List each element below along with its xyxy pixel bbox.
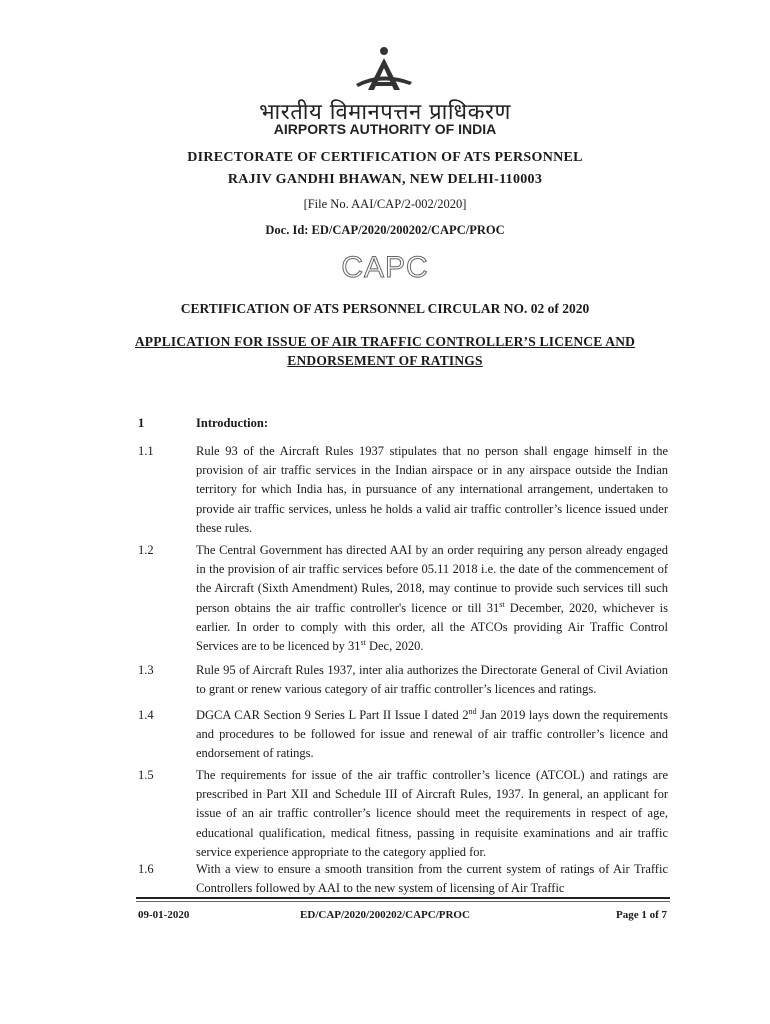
section-heading: Introduction: xyxy=(196,416,269,430)
paragraph-number: 1.4 xyxy=(138,708,154,722)
capc-mark: CAPC xyxy=(341,251,429,284)
file-number: [File No. AAI/CAP/2-002/2020] xyxy=(303,197,467,211)
footer-divider xyxy=(136,897,670,899)
footer-page-number: Page 1 of 7 xyxy=(615,909,667,921)
paragraph-text: The Central Government has directed AAI by an order requiring any person already engaged in the provision of air traffic services before 05.11 2018 i.e. the date of the commencement of the Aircraft (Sixth Amendment) Rules, 2018, may continue to provide such services till such person obtains the air traffic controller's licence or till 31st December, 2020, whichever is earlier. In order to comply with this order, all the ATCOs providing Air Traffic Control Services are to be licenced by 31st Dec, 2020. xyxy=(196,543,669,654)
org-name-english: AIRPORTS AUTHORITY OF INDIA xyxy=(273,121,497,137)
aai-logo-icon xyxy=(348,44,416,100)
document-id: Doc. Id: ED/CAP/2020/200202/CAPC/PROC xyxy=(265,223,505,237)
footer-doc-reference: ED/CAP/2020/200202/CAPC/PROC xyxy=(300,909,470,921)
paragraph-text: The requirements for issue of the air traffic controller’s licence (ATCOL) and ratings are prescribed in Part XII and Schedule III of Aircraft Rules, 1937. In general, an applicant for issue of an air traffic controller’s licence should meet the requirements in respect of age, educational qualification, medical fitness, passing in requisite examinations and air traffic service experience appropriate to the category applied for. xyxy=(196,768,668,859)
footer-date: 09-01-2020 xyxy=(138,909,190,921)
paragraph-number: 1.6 xyxy=(138,862,154,876)
footer-divider xyxy=(136,901,670,902)
paragraph-text: Rule 93 of the Aircraft Rules 1937 stipulates that no person shall engage himself in the provision of air traffic services in the Indian airspace or in any airspace outside the Indian territory for which India has, in pursuance of any international arrangement, undertaken to provide air traffic services, unless he holds a valid air traffic controller’s licence issued under these rules. xyxy=(196,444,668,535)
application-title xyxy=(100,332,670,370)
paragraph-number: 1.1 xyxy=(138,444,154,458)
paragraph-number: 1.2 xyxy=(138,543,154,557)
circular-title: CERTIFICATION OF ATS PERSONNEL CIRCULAR NO. 02 of 2020 xyxy=(180,301,590,316)
directorate-address: RAJIV GANDHI BHAWAN, NEW DELHI-110003 xyxy=(227,172,543,187)
paragraph-text: DGCA CAR Section 9 Series L Part II Issue I dated 2nd Jan 2019 lays down the requirements and procedures to be followed for issue and renewal of air traffic controller’s licence and endorsement of ratings. xyxy=(196,706,668,761)
directorate-name: DIRECTORATE OF CERTIFICATION OF ATS PERSONNEL xyxy=(187,150,583,165)
application-title-line1: APPLICATION FOR ISSUE OF AIR TRAFFIC CONTROLLER’S LICENCE AND xyxy=(134,334,636,349)
section-number: 1 xyxy=(138,416,145,430)
application-title-line2: ENDORSEMENT OF RATINGS xyxy=(287,353,483,368)
paragraph-text: Rule 95 of Aircraft Rules 1937, inter alia authorizes the Directorate General of Civil Aviation to grant or renew various category of air traffic controller’s licences and ratings. xyxy=(196,663,668,697)
paragraph-text: With a view to ensure a smooth transition from the current system of ratings of Air Traffic Controllers followed by AAI to the new system of licensing of Air Traffic xyxy=(196,862,668,896)
paragraph-number: 1.5 xyxy=(138,768,154,782)
org-name-hindi: भारतीय विमानपत्तन प्राधिकरण xyxy=(259,100,511,125)
paragraph-number: 1.3 xyxy=(138,663,154,677)
